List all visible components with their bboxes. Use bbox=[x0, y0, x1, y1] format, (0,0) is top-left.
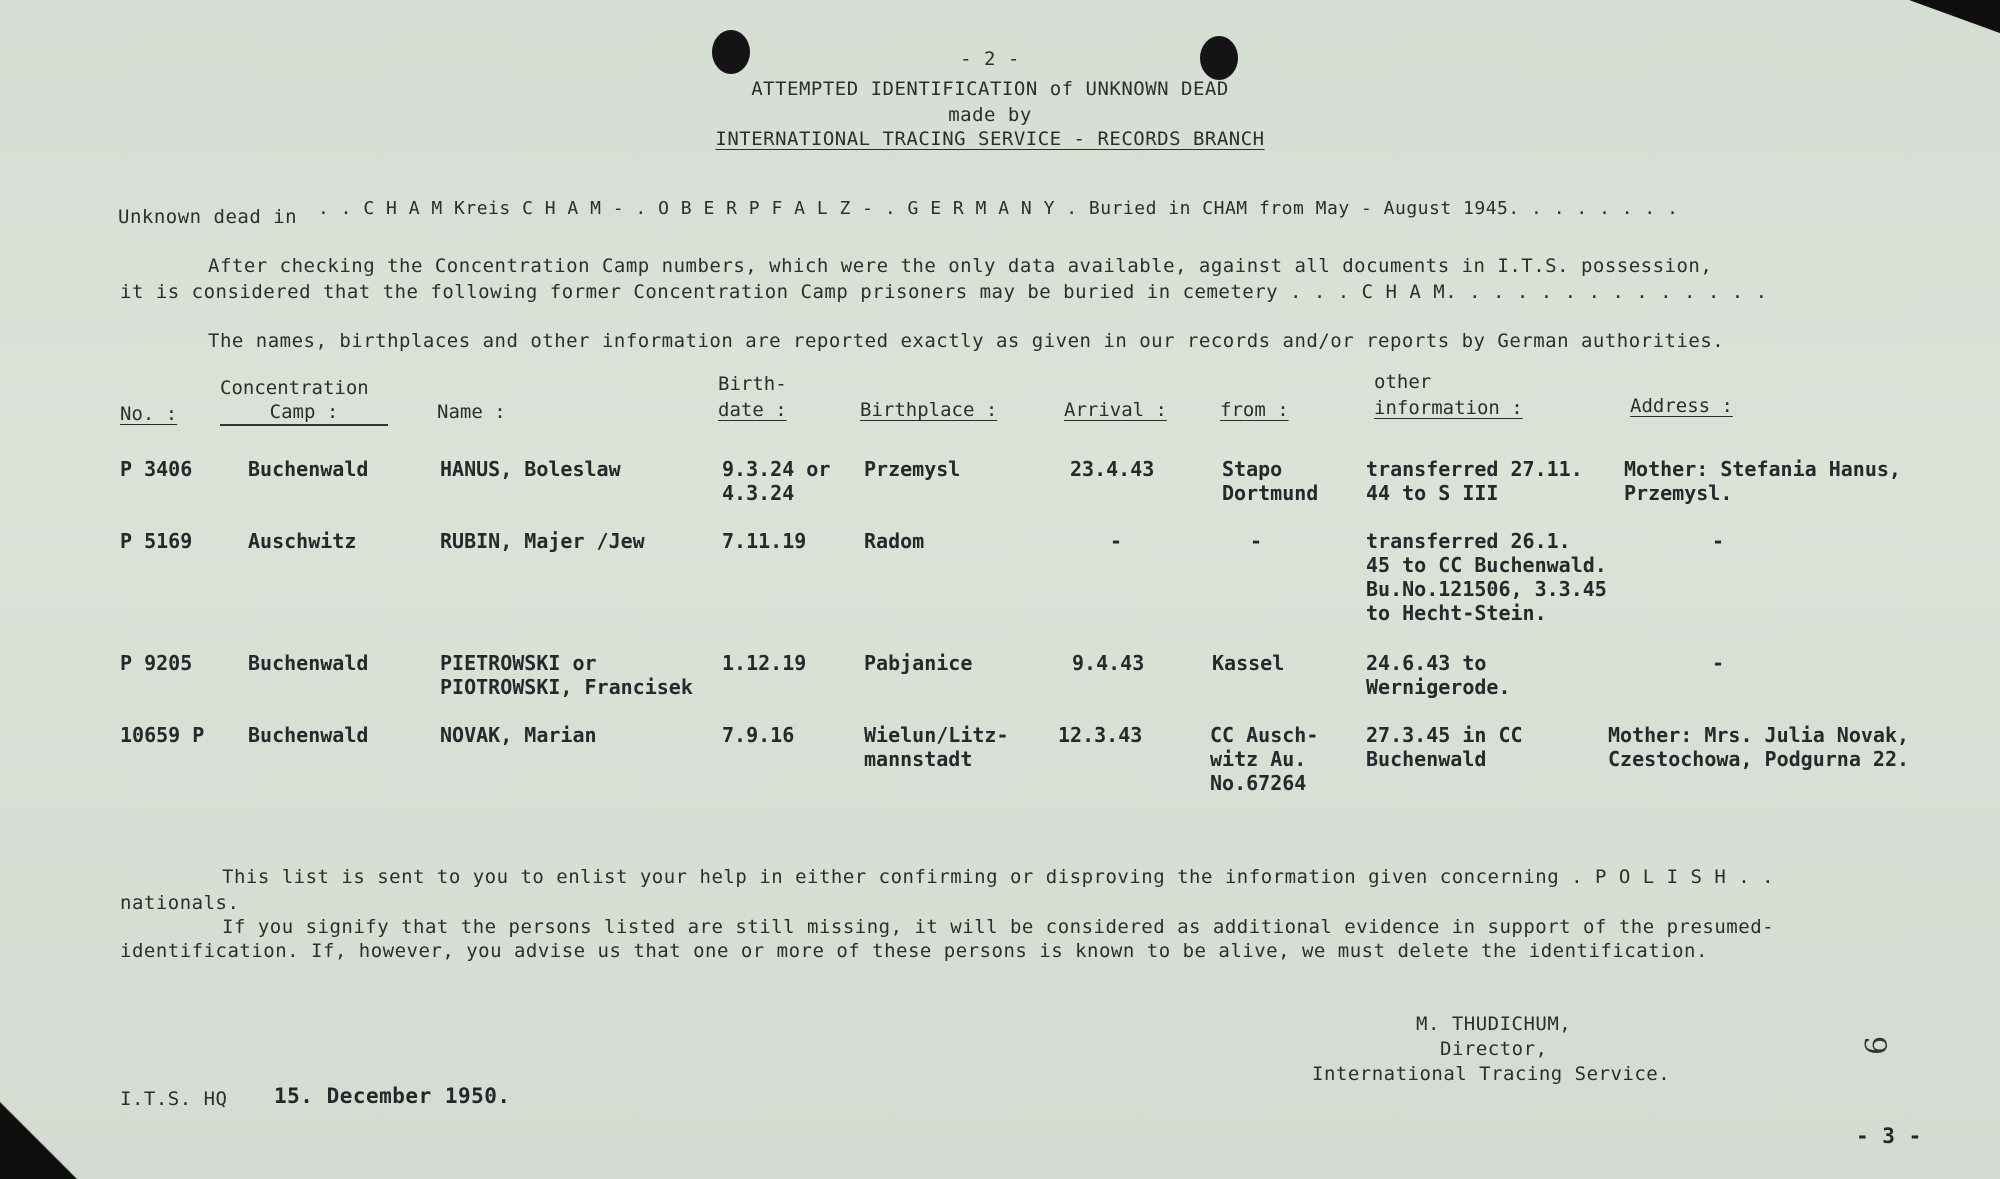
paragraph-1-line-1: After checking the Concentration Camp numbers, which were the only data available, against all documents in I.T.S. possession, bbox=[208, 255, 1713, 277]
paragraph-1-line-2: it is considered that the following former Concentration Camp prisoners may be buried in cemetery . . . C H A M. . . . . . . . . . . . . . bbox=[120, 281, 1768, 303]
header-arrival: Arrival : bbox=[1064, 399, 1167, 421]
footer-location: I.T.S. HQ bbox=[120, 1088, 228, 1110]
footer-date: 15. December 1950. bbox=[274, 1084, 511, 1108]
unknown-dead-label: Unknown dead in bbox=[118, 206, 298, 228]
table-row-4-name: NOVAK, Marian bbox=[440, 723, 597, 747]
organization-title: INTERNATIONAL TRACING SERVICE - RECORDS BRANCH bbox=[715, 128, 1265, 150]
paragraph-2: The names, birthplaces and other information are reported exactly as given in our records and/or reports by German authorities. bbox=[208, 330, 1725, 352]
header-other-line-2: information : bbox=[1374, 397, 1523, 419]
table-row-1-name: HANUS, Boleslaw bbox=[440, 457, 621, 481]
table-row-1-camp: Buchenwald bbox=[248, 457, 369, 481]
table-row-3-birthplace: Pabjanice bbox=[864, 651, 973, 675]
page-number: - 2 - bbox=[960, 48, 1020, 70]
paragraph-4-line-2: identification. If, however, you advise us that one or more of these persons is known to be alive, we must delete the identification. bbox=[120, 940, 1708, 962]
signature-title: Director, bbox=[1440, 1038, 1548, 1060]
table-row-1-from: Stapo Dortmund bbox=[1222, 457, 1319, 505]
page-corner-fold bbox=[0, 1089, 100, 1179]
table-row-2-camp: Auschwitz bbox=[248, 529, 357, 553]
table-row-3-from: Kassel bbox=[1212, 651, 1285, 675]
table-row-1-birthplace: Przemysl bbox=[864, 457, 961, 481]
location-text: . . C H A M Kreis C H A M - . O B E R P F A L Z - . G E R M A N Y . Buried in CHAM from May - August 1945. . . . . . . . bbox=[318, 198, 1679, 219]
table-row-3-camp: Buchenwald bbox=[248, 651, 369, 675]
table-row-4-birthplace: Wielun/Litz- mannstadt bbox=[864, 723, 1009, 771]
table-row-4-arrival: 12.3.43 bbox=[1058, 723, 1143, 747]
table-row-3-birthdate: 1.12.19 bbox=[722, 651, 807, 675]
paragraph-3-line-1: This list is sent to you to enlist your help in either confirming or disproving the information given concerning . P O L I S H . . bbox=[222, 866, 1775, 888]
header-no: No. : bbox=[120, 403, 178, 425]
header-camp-line-2: Camp : bbox=[220, 400, 388, 426]
document-title: ATTEMPTED IDENTIFICATION of UNKNOWN DEAD bbox=[751, 78, 1229, 100]
table-row-4-other: 27.3.45 in CC Buchenwald bbox=[1366, 723, 1523, 771]
table-row-4-from: CC Ausch- witz Au. No.67264 bbox=[1210, 723, 1319, 795]
signature-name: M. THUDICHUM, bbox=[1416, 1013, 1572, 1035]
table-row-2-birthplace: Radom bbox=[864, 529, 925, 553]
table-row-1-address: Mother: Stefania Hanus, Przemysl. bbox=[1624, 457, 1901, 505]
table-row-3-other: 24.6.43 to Wernigerode. bbox=[1366, 651, 1511, 699]
table-row-2-from: - bbox=[1250, 529, 1263, 553]
header-other-line-1: other bbox=[1374, 371, 1432, 393]
table-row-1-other: transferred 27.11. 44 to S III bbox=[1366, 457, 1583, 505]
table-row-2-no: P 5169 bbox=[120, 529, 193, 553]
table-row-1-no: P 3406 bbox=[120, 457, 193, 481]
table-row-3-no: P 9205 bbox=[120, 651, 193, 675]
table-row-2-arrival: - bbox=[1110, 529, 1123, 553]
header-name: Name : bbox=[437, 401, 506, 423]
table-row-1-birthdate: 9.3.24 or 4.3.24 bbox=[722, 457, 831, 505]
made-by-text: made by bbox=[948, 104, 1032, 126]
header-from: from : bbox=[1220, 399, 1289, 421]
header-birthdate-line-1: Birth- bbox=[718, 373, 787, 395]
table-row-4-address: Mother: Mrs. Julia Novak, Czestochowa, Podgurna 22. bbox=[1608, 723, 1910, 771]
table-row-2-other: transferred 26.1. 45 to CC Buchenwald. Bu.No.121506, 3.3.45 to Hecht-Stein. bbox=[1366, 529, 1607, 625]
table-row-2-address: - bbox=[1712, 529, 1725, 553]
header-birthdate-line-2: date : bbox=[718, 399, 787, 421]
table-row-2-name: RUBIN, Majer /Jew bbox=[440, 529, 645, 553]
signature-organization: International Tracing Service. bbox=[1312, 1063, 1671, 1085]
table-row-2-birthdate: 7.11.19 bbox=[722, 529, 807, 553]
table-row-3-address: - bbox=[1712, 651, 1725, 675]
header-birthplace: Birthplace : bbox=[860, 399, 998, 421]
next-page-number: - 3 - bbox=[1856, 1124, 1922, 1148]
table-row-1-arrival: 23.4.43 bbox=[1070, 457, 1155, 481]
table-row-4-birthdate: 7.9.16 bbox=[722, 723, 795, 747]
table-row-3-name: PIETROWSKI or PIOTROWSKI, Francisek bbox=[440, 651, 693, 699]
table-row-4-no: 10659 P bbox=[120, 723, 205, 747]
handwritten-margin-mark: 6 bbox=[1860, 1035, 1896, 1056]
table-row-4-camp: Buchenwald bbox=[248, 723, 369, 747]
table-row-3-arrival: 9.4.43 bbox=[1072, 651, 1145, 675]
paragraph-4-line-1: If you signify that the persons listed are still missing, it will be considered as additional evidence in support of the presumed- bbox=[222, 916, 1775, 938]
paragraph-3-line-2: nationals. bbox=[120, 892, 240, 914]
page-corner-shadow bbox=[1910, 0, 2000, 40]
header-camp-line-1: Concentration bbox=[220, 377, 369, 399]
header-address: Address : bbox=[1630, 395, 1733, 417]
